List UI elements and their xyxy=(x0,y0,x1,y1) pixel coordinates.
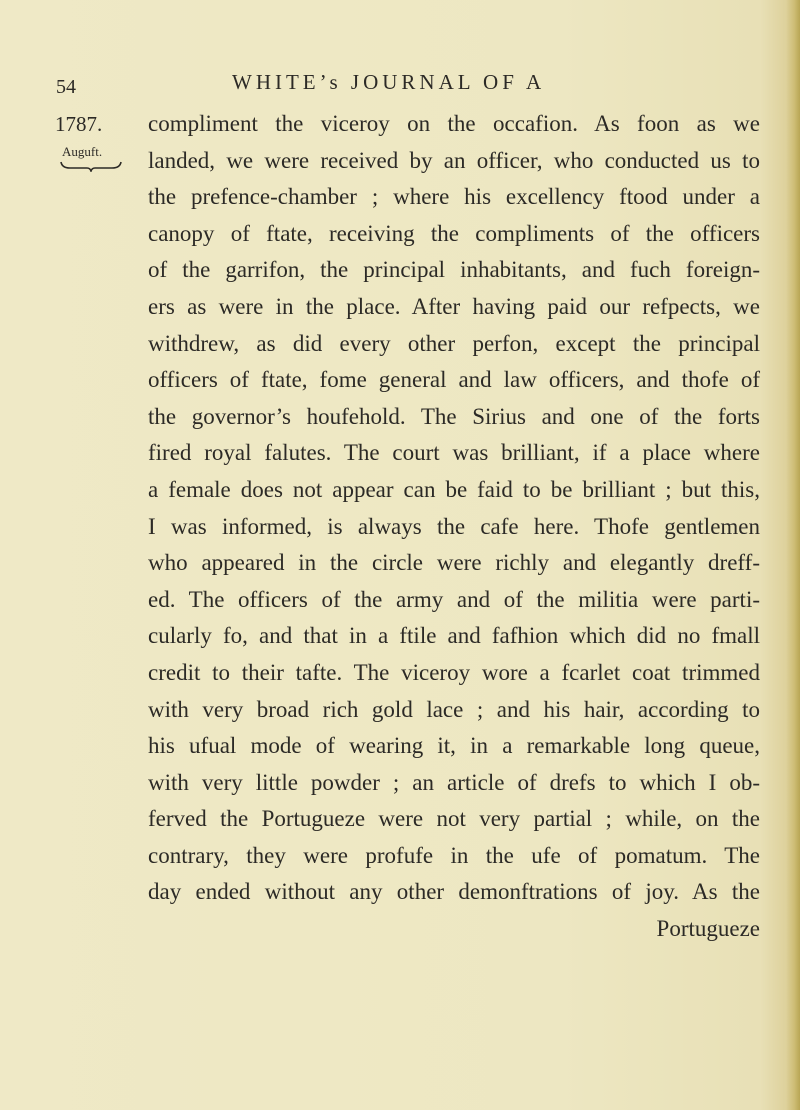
text-line: who appeared in the circle were richly and elegantly dreff- xyxy=(148,550,760,576)
text-line: with very broad rich gold lace ; and his hair, according to xyxy=(148,696,760,722)
margin-brace-icon xyxy=(60,160,122,172)
text-line: his ufual mode of wearing it, in a remarkable long queue, xyxy=(148,733,760,759)
catchword: Portugueze xyxy=(656,916,760,942)
text-line: I was informed, is always the cafe here. Thofe gentlemen xyxy=(148,513,760,539)
text-line: fired royal falutes. The court was brilliant, if a place where xyxy=(148,440,760,466)
text-line: of the garrifon, the principal inhabitants, and fuch foreign- xyxy=(148,257,760,283)
text-line: landed, we were received by an officer, who conducted us to xyxy=(148,147,760,173)
text-line: the prefence-chamber ; where his excellency ftood under a xyxy=(148,184,760,210)
text-line: ed. The officers of the army and of the militia were parti- xyxy=(148,586,760,612)
text-line: canopy of ftate, receiving the compliments of the officers xyxy=(148,220,760,246)
page-edge-shadow xyxy=(786,0,800,1110)
page-number: 54 xyxy=(56,76,76,98)
body-text xyxy=(148,106,760,948)
text-line: withdrew, as did every other perfon, except the principal xyxy=(148,330,760,356)
text-line: the governor’s houfehold. The Sirius and one of the forts xyxy=(148,403,760,429)
text-line: ferved the Portugueze were not very partial ; while, on the xyxy=(148,806,760,832)
text-line: day ended without any other demonftrations of joy. As the xyxy=(148,879,760,905)
running-head: WHITE’s JOURNAL OF A xyxy=(232,70,546,94)
margin-year: 1787. xyxy=(55,112,103,136)
text-line: ers as were in the place. After having paid our refpects, we xyxy=(148,293,760,319)
text-line: a female does not appear can be faid to be brilliant ; but this, xyxy=(148,476,760,502)
text-line: compliment the viceroy on the occafion. As foon as we xyxy=(148,111,760,136)
margin-month: Auguft. xyxy=(62,144,103,159)
text-line: officers of ftate, fome general and law officers, and thofe of xyxy=(148,367,760,393)
text-line: with very little powder ; an article of drefs to which I ob- xyxy=(148,769,760,795)
text-line: credit to their tafte. The viceroy wore a fcarlet coat trimmed xyxy=(148,659,760,685)
text-line: cularly fo, and that in a ftile and fafhion which did no fmall xyxy=(148,623,760,649)
text-line: contrary, they were profufe in the ufe of pomatum. The xyxy=(148,842,760,868)
